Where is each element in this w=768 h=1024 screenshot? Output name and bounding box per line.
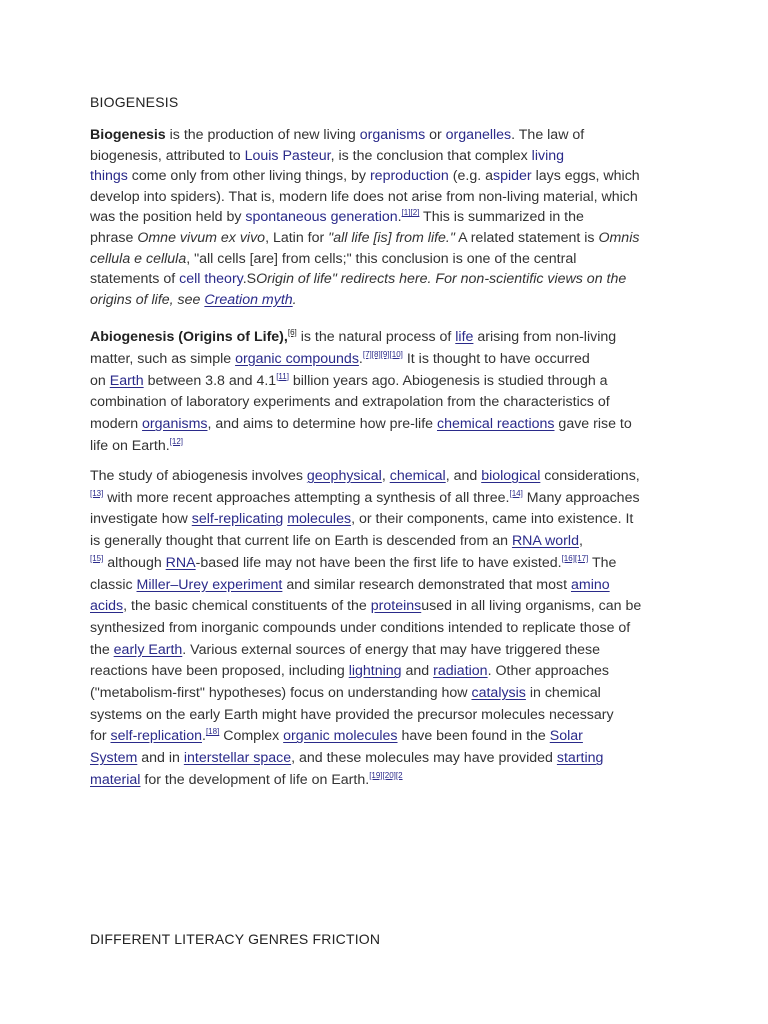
text-run: for the development of life on Earth. xyxy=(140,771,370,788)
hyperlink[interactable]: RNA world xyxy=(511,533,579,550)
citation-link[interactable]: [1][2] xyxy=(401,208,420,218)
text-run: used in all living organisms, can be xyxy=(421,598,642,615)
text-run: have been found in the xyxy=(397,728,550,745)
text-run: on xyxy=(90,372,110,389)
text-run: in chemical xyxy=(525,685,601,702)
text-run: ("metabolism-first" hypotheses) focus on understanding how xyxy=(90,685,472,702)
text-line xyxy=(90,436,690,458)
hyperlink[interactable]: self-replicating xyxy=(191,511,284,528)
text-run: classic xyxy=(90,576,137,593)
hyperlink[interactable]: radiation xyxy=(433,663,488,680)
text-run: combination of laboratory experiments and extrapolation from the characteristics of xyxy=(90,394,610,411)
italic-text: origins of life, see xyxy=(90,291,205,308)
hyperlink[interactable]: organisms xyxy=(142,416,208,433)
paragraph-abiogenesis xyxy=(90,327,690,458)
text-run: . The law of xyxy=(511,127,585,143)
text-run: Many approaches xyxy=(522,489,640,506)
text-run: biogenesis, attributed to xyxy=(90,147,245,164)
hyperlink[interactable]: organic molecules xyxy=(283,728,398,745)
text-run: matter, such as simple xyxy=(90,350,236,367)
citation-link[interactable]: [12] xyxy=(169,436,183,446)
text-run: . xyxy=(201,728,206,745)
text-run: synthesized from inorganic compounds under conditions intended to replicate those of xyxy=(90,619,631,636)
text-line xyxy=(90,618,690,640)
text-run: is generally thought that current life on Earth is descended from an xyxy=(90,533,512,550)
text-run: , xyxy=(578,533,583,550)
text-run: , or their components, came into existence. It xyxy=(351,511,634,528)
text-line xyxy=(90,575,690,597)
text-run: and similar research demonstrated that most xyxy=(282,576,571,593)
hyperlink[interactable]: Miller–Urey experiment xyxy=(136,576,283,593)
citation-link[interactable]: [16][17] xyxy=(561,553,589,563)
text-run: was the position held by xyxy=(90,209,246,226)
text-run: , and xyxy=(445,468,482,484)
hyperlink[interactable]: living xyxy=(531,147,565,164)
hyperlink[interactable]: amino xyxy=(570,576,610,593)
bold-term: Biogenesis xyxy=(90,127,166,143)
text-run: The xyxy=(588,554,617,571)
hyperlink[interactable]: System xyxy=(90,750,138,767)
bold-term: Abiogenesis (Origins of Life), xyxy=(90,329,288,345)
hyperlink[interactable]: Louis Pasteur xyxy=(244,147,331,164)
heading-genres: DIFFERENT LITERACY GENRES FRICTION xyxy=(90,931,381,947)
hyperlink[interactable]: spontaneous generation xyxy=(245,209,398,226)
text-line xyxy=(90,705,690,727)
text-run: the xyxy=(90,641,114,658)
citation-link[interactable]: [7][8][9][10] xyxy=(362,349,403,359)
hyperlink[interactable]: acids xyxy=(90,598,124,615)
paragraph-biogenesis xyxy=(90,125,690,310)
text-run: .S xyxy=(242,271,257,288)
hyperlink[interactable]: Creation myth xyxy=(204,291,293,308)
paragraph-abiogenesis-study xyxy=(90,466,690,792)
hyperlink[interactable]: Solar xyxy=(549,728,583,745)
hyperlink[interactable]: molecules xyxy=(287,511,352,528)
text-line xyxy=(90,414,690,436)
hyperlink[interactable]: early Earth xyxy=(113,641,183,658)
text-line xyxy=(90,125,690,146)
text-run: , and these molecules may have provided xyxy=(291,750,557,767)
text-run: systems on the early Earth might have provided the precursor molecules necessary xyxy=(90,706,614,723)
text-run: , xyxy=(381,468,390,484)
hyperlink[interactable]: spider xyxy=(493,168,532,185)
hyperlink[interactable]: lightning xyxy=(348,663,402,680)
text-run: The study of abiogenesis involves xyxy=(90,468,307,484)
text-run: . xyxy=(358,350,363,367)
text-run: investigate how xyxy=(90,511,192,528)
hyperlink[interactable]: organelles xyxy=(445,127,512,143)
italic-text: cellula e cellula xyxy=(90,250,187,267)
hyperlink[interactable]: chemical reactions xyxy=(436,416,555,433)
italic-text: Origin of life" redirects here. For non-scientific views on the xyxy=(256,271,627,288)
hyperlink[interactable]: catalysis xyxy=(471,685,526,702)
text-line xyxy=(90,269,690,290)
text-line xyxy=(90,726,690,748)
italic-text: "all life [is] from life." xyxy=(328,229,455,246)
text-line xyxy=(90,748,690,770)
text-line xyxy=(90,207,690,228)
text-line xyxy=(90,466,690,488)
citation-link[interactable]: [6] xyxy=(287,328,297,337)
hyperlink[interactable]: biological xyxy=(481,468,541,484)
text-run: and in xyxy=(137,750,184,767)
text-run: . Various external sources of energy that may have triggered these xyxy=(182,641,600,658)
hyperlink[interactable]: RNA xyxy=(165,554,196,571)
text-line xyxy=(90,509,690,531)
hyperlink[interactable]: interstellar space xyxy=(183,750,292,767)
text-line xyxy=(90,661,690,683)
italic-text: . xyxy=(292,291,297,308)
text-run: arising from non-living xyxy=(473,329,617,345)
text-run: or xyxy=(425,127,446,143)
text-line xyxy=(90,327,690,349)
text-run: for xyxy=(90,728,111,745)
citation-link[interactable]: [15] xyxy=(90,553,104,563)
hyperlink[interactable]: geophysical xyxy=(306,468,382,484)
text-run: A related statement is xyxy=(454,229,599,246)
citation-link[interactable]: [18] xyxy=(205,727,220,737)
text-run: . xyxy=(397,209,402,226)
text-run: -based life may not have been the first life to have existed. xyxy=(195,554,562,571)
text-run: gave rise to xyxy=(554,416,632,433)
text-run: although xyxy=(103,554,166,571)
text-run: come only from other living things, by xyxy=(127,168,370,185)
text-run: between 3.8 and 4.1 xyxy=(143,372,277,389)
text-run: This is summarized in the xyxy=(419,209,584,226)
text-line xyxy=(90,349,690,371)
hyperlink[interactable]: life xyxy=(455,329,474,345)
text-run: It is thought to have occurred xyxy=(402,350,590,367)
text-line xyxy=(90,371,690,393)
text-line xyxy=(90,146,690,167)
text-run: considerations, xyxy=(540,468,640,484)
citation-link[interactable]: [14] xyxy=(509,488,523,498)
text-run: develop into spiders). That is, modern life does not arise from non-living material, which xyxy=(90,188,638,205)
text-line xyxy=(90,770,690,792)
text-run: phrase xyxy=(90,229,138,246)
text-line xyxy=(90,683,690,705)
hyperlink[interactable]: proteins xyxy=(370,598,422,615)
hyperlink[interactable]: things xyxy=(90,168,128,185)
text-line xyxy=(90,166,690,187)
text-run: reactions have been proposed, including xyxy=(90,663,349,680)
hyperlink[interactable]: Earth xyxy=(109,372,144,389)
text-run: is the production of new living xyxy=(165,127,360,143)
text-run: lays eggs, which xyxy=(531,168,640,185)
hyperlink[interactable]: chemical xyxy=(389,468,446,484)
hyperlink[interactable]: cell theory xyxy=(179,271,243,288)
text-run: , and aims to determine how pre-life xyxy=(207,416,437,433)
text-run: modern xyxy=(90,416,143,433)
text-run: , "all cells [are] from cells;" this conclusion is one of the central xyxy=(186,250,577,267)
italic-text: Omne vivum ex vivo xyxy=(137,229,266,246)
text-run: and xyxy=(401,663,434,680)
text-run: , is the conclusion that complex xyxy=(330,147,532,164)
text-run: . Other approaches xyxy=(487,663,610,680)
text-line xyxy=(90,640,690,662)
citation-link[interactable]: [19][20][2 xyxy=(369,770,403,780)
hyperlink[interactable]: material xyxy=(90,771,141,788)
text-line xyxy=(90,392,690,414)
text-line xyxy=(90,187,690,208)
hyperlink[interactable]: reproduction xyxy=(369,168,449,185)
text-run: is the natural process of xyxy=(296,329,456,345)
text-line xyxy=(90,290,690,311)
text-line xyxy=(90,553,690,575)
text-run: Complex xyxy=(219,728,284,745)
text-line xyxy=(90,531,690,553)
text-run: with more recent approaches attempting a synthesis of all three. xyxy=(103,489,510,506)
text-run: (e.g. a xyxy=(448,168,493,185)
text-run: , Latin for xyxy=(265,229,329,246)
text-run: life on Earth. xyxy=(90,437,170,454)
text-run: , the basic chemical constituents of the xyxy=(123,598,371,615)
heading-biogenesis: BIOGENESIS xyxy=(90,94,179,110)
text-line xyxy=(90,488,690,510)
text-line xyxy=(90,228,690,249)
text-line xyxy=(90,249,690,270)
hyperlink[interactable]: organisms xyxy=(359,127,426,143)
hyperlink[interactable]: organic compounds xyxy=(235,350,359,367)
hyperlink[interactable]: self-replication xyxy=(110,728,202,745)
text-line xyxy=(90,596,690,618)
hyperlink[interactable]: starting xyxy=(556,750,604,767)
text-run: billion years ago. Abiogenesis is studied through a xyxy=(288,372,608,389)
citation-link[interactable]: [13] xyxy=(90,488,104,498)
italic-text: Omnis xyxy=(598,229,640,246)
citation-link[interactable]: [11] xyxy=(276,371,289,381)
text-run: statements of xyxy=(90,271,180,288)
